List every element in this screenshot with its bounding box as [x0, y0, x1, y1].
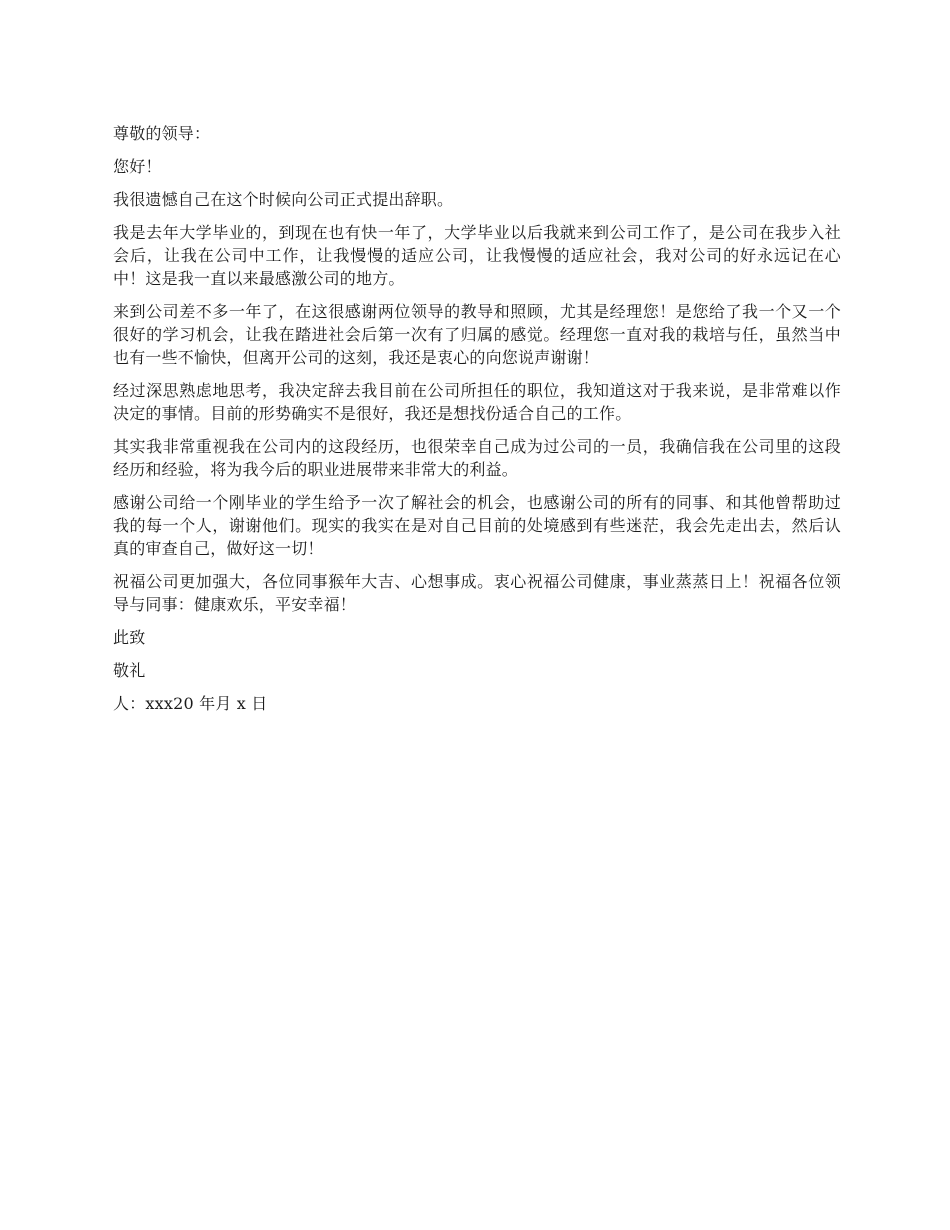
salutation: 尊敬的领导：	[113, 124, 211, 143]
paragraph-2: 我是去年大学毕业的，到现在也有快一年了，大学毕业以后我就来到公司工作了，是公司在我步入社会后，让我在公司中工作，让我慢慢的适应公司，让我慢慢的适应社会，我对公司的好永远记在心中！这是我一直以来最感激公司的地方。	[113, 223, 841, 288]
closing-line-2: 敬礼	[113, 661, 146, 680]
signature-line: 人：xxx20 年月 x 日	[113, 694, 268, 713]
paragraph-4: 经过深思熟虑地思考，我决定辞去我目前在公司所担任的职位，我知道这对于我来说，是非常难以作决定的事情。目前的形势确实不是很好，我还是想找份适合自己的工作。	[113, 381, 841, 423]
paragraph-3: 来到公司差不多一年了，在这很感谢两位领导的教导和照顾，尤其是经理您！是您给了我一个又一个很好的学习机会，让我在踏进社会后第一次有了归属的感觉。经理您一直对我的栽培与任，虽然当中也有一些不愉快，但离开公司的这刻，我还是衷心的向您说声谢谢！	[113, 302, 841, 367]
paragraph-5: 其实我非常重视我在公司内的这段经历，也很荣幸自己成为过公司的一员，我确信我在公司里的这段经历和经验，将为我今后的职业进展带来非常大的利益。	[113, 437, 841, 479]
paragraph-6: 感谢公司给一个刚毕业的学生给予一次了解社会的机会，也感谢公司的所有的同事、和其他曾帮助过我的每一个人，谢谢他们。现实的我实在是对自己目前的处境感到有些迷茫，我会先走出去，然后认真的审查自己，做好这一切！	[113, 493, 841, 558]
paragraph-1: 我很遗憾自己在这个时候向公司正式提出辞职。	[113, 190, 454, 209]
closing-line-1: 此致	[113, 628, 146, 647]
letter-document	[113, 122, 841, 725]
greeting: 您好！	[113, 157, 162, 176]
paragraph-7: 祝福公司更加强大，各位同事猴年大吉、心想事成。衷心祝福公司健康，事业蒸蒸日上！祝福各位领导与同事：健康欢乐，平安幸福！	[113, 572, 841, 614]
